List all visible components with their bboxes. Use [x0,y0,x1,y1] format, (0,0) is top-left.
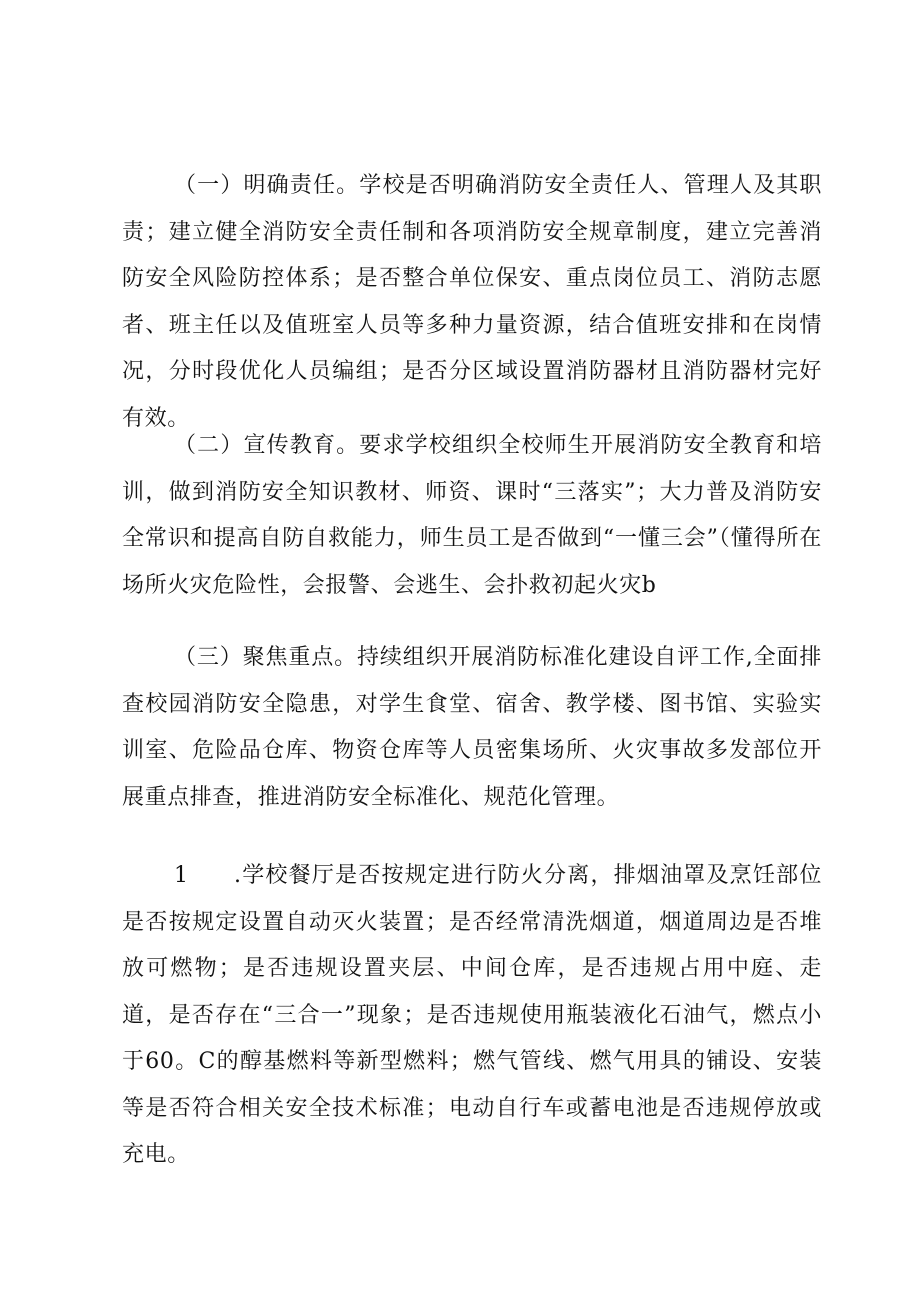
paragraph-canteen-text: .学校餐厅是否按规定进行防火分离，排烟油罩及烹饪部位是否按规定设置自动灭火装置；是否经常清洗烟道，烟道周边是否堆放可燃物；是否违规设置夹层、中间仓库，是否违规占用中庭、走道，是否存在“三合一”现象；是否违规使用瓶装液化石油气，燃点小于60。C的醇基燃料等新型燃料；燃气管线、燃气用具的铺设、安装等是否符合相关安全技术标准；电动自行车或蓄电池是否违规停放或充电。 [122,863,822,1167]
paragraph-responsibility: （一）明确责任。学校是否明确消防安全责任人、管理人及其职责；建立健全消防安全责任制和各项消防安全规章制度，建立完善消防安全风险防控体系；是否整合单位保安、重点岗位员工、消防志愿者、班主任以及值班室人员等多种力量资源，结合值班安排和在岗情况，分时段优化人员编组；是否分区域设置消防器材且消防器材完好有效。 [122,173,822,431]
paragraph-education: （二）宣传教育。要求学校组织全校师生开展消防安全教育和培训，做到消防安全知识教材、师资、课时“三落实”；大力普及消防安全常识和提高自防自救能力，师生员工是否做到“一懂三会”（懂得所在场所火灾危险性，会报警、会逃生、会扑救初起火灾b [122,433,822,598]
list-number: 1 [174,863,189,888]
paragraph-canteen [122,853,822,1179]
paragraph-focus: （三）聚焦重点。持续组织开展消防标准化建设自评工作,全面排查校园消防安全隐患，对学生食堂、宿舍、教学楼、图书馆、实验实训室、危险品仓库、物资仓库等人员密集场所、火灾事故多发部位开展重点排查，推进消防安全标准化、规范化管理。 [122,645,822,810]
